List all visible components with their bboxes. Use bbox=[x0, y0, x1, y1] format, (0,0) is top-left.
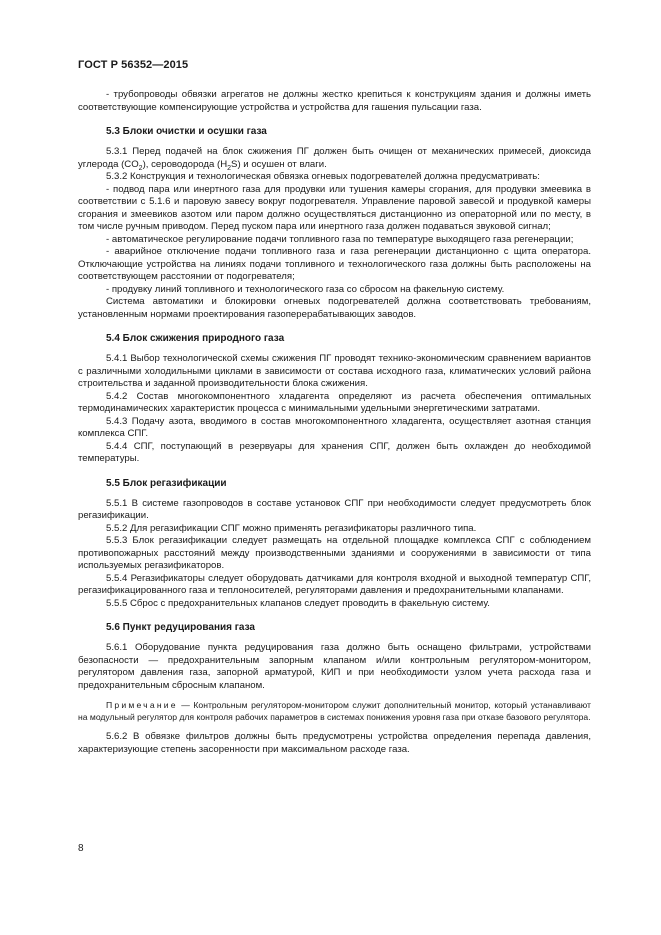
section-5-4-title: 5.4 Блок сжижения природного газа bbox=[106, 333, 285, 344]
paragraph-5-4-2: 5.4.2 Состав многокомпонентного хладагента определяют из расчета обеспечения оптимальных термодинамических характеристик процесса с минимальными удельными энергетическими затратами. bbox=[78, 390, 591, 414]
paragraph-5-5-1: 5.5.1 В системе газопроводов в составе установок СПГ при необходимости следует предусмотреть блок регазификации. bbox=[78, 497, 591, 521]
paragraph-5-5-3: 5.5.3 Блок регазификации следует размещать на отдельной площадке комплекса СПГ с соблюдением противопожарных расстояний между производственными зданиями и сооружениями в зависимости от типа используемых регазификаторов. bbox=[78, 535, 591, 571]
note-text: — Контрольным регулятором-монитором служит дополнительный монитор, который устанавливают на модульный регулятор для контроля рабочих параметров в системах понижения уровня газа при отказе базового регулятора. bbox=[78, 700, 591, 722]
paragraph-5-6-2: 5.6.2 В обвязке фильтров должны быть предусмотрены устройства определения перепада давления, характеризующие степень засоренности при максимальном расходе газа. bbox=[78, 731, 591, 755]
paragraph-5-4-3: 5.4.3 Подачу азота, вводимого в состав многокомпонентного хладагента, осуществляет азотная станция комплекса СПГ. bbox=[78, 415, 591, 439]
page-number: 8 bbox=[78, 843, 84, 854]
paragraph-5-5-2: 5.5.2 Для регазификации СПГ можно применять регазификаторы различного типа. bbox=[106, 522, 477, 534]
paragraph-automation: Система автоматики и блокировки огневых подогревателей должна соответствовать требованиям, установленным нормами проектирования газоперерабатывающих заводов. bbox=[78, 296, 591, 320]
document-header: ГОСТ Р 56352—2015 bbox=[78, 59, 189, 71]
list-item: - подвод пара или инертного газа для продувки или тушения камеры сгорания, для продувки змеевика в соответствии с 5.1.6 и паровую завесу вокруг подогревателя. Управление паровой завесой и продувкой камеры сгорания и змеевиков азотом или паром должно осуществляться дистанционно из операторной или по месту, в том числе ручным приводом. Перед пуском пара или инертного газа должен подаваться звуковой сигнал; bbox=[78, 183, 591, 232]
section-5-5-title: 5.5 Блок регазификации bbox=[106, 477, 227, 489]
list-item: - аварийное отключение подачи топливного газа и газа регенерации дистанционно с щита оператора. Отключающие устройства на линиях подачи топливного и технологического газа должны быть расположены на соответствующем расстоянии от подогревателя; bbox=[78, 246, 591, 282]
paragraph-5-4-1: 5.4.1 Выбор технологической схемы сжижения ПГ проводят технико-экономическим сравнением вариантов с различными холодильными циклами в зависимости от состава исходного газа, климатических условий района строительства и заданной производительности блока сжижения. bbox=[78, 353, 591, 389]
paragraph-intro: - трубопроводы обвязки агрегатов не должны жестко крепиться к конструкциям здания и должны иметь соответствующие компенсирующие устройства и устройства для гашения пульсации газа. bbox=[78, 89, 591, 113]
list-item: - автоматическое регулирование подачи топливного газа по температуре выходящего газа регенерации; bbox=[106, 233, 574, 245]
paragraph-5-5-4: 5.5.4 Регазификаторы следует оборудовать датчиками для контроля входной и выходной температур СПГ, регазификацированного газа и теплоносителей, регуляторами давления и предохранительными клапанами. bbox=[78, 572, 591, 596]
section-5-6-title: 5.6 Пункт редуцирования газа bbox=[106, 622, 255, 633]
note-label: Примечание bbox=[106, 700, 178, 710]
note bbox=[78, 700, 591, 723]
paragraph-5-3-1: 5.3.1 Перед подачей на блок сжижения ПГ должен быть очищен от механических примесей, диоксида углерода $(CO_2)$, сероводорода $(H_2S)$ и осушен от влаги. bbox=[78, 146, 591, 172]
paragraph-5-5-5: 5.5.5 Сброс с предохранительных клапанов следует проводить в факельную систему. bbox=[106, 597, 490, 609]
paragraph-5-4-4: 5.4.4 СПГ, поступающий в резервуары для хранения СПГ, должен быть охлажден до необходимой температуры. bbox=[78, 440, 591, 464]
section-5-3-title: 5.3 Блоки очистки и осушки газа bbox=[106, 126, 267, 137]
paragraph-5-3-2: 5.3.2 Конструкция и технологическая обвязка огневых подогревателей должна предусматривать: bbox=[106, 171, 540, 182]
paragraph-5-6-1: 5.6.1 Оборудование пункта редуцирования газа должно быть оснащено фильтрами, устройствами безопасности — предохранительным запорным клапаном и/или контрольным регулятором-монитором, регулятором давления газа, запорной арматурой, КИП и при необходимости узлом учета расхода газа и предохранительным сбросным клапаном. bbox=[78, 642, 591, 691]
list-item: - продувку линий топливного и технологического газа со сбросом на факельную систему. bbox=[106, 283, 505, 295]
